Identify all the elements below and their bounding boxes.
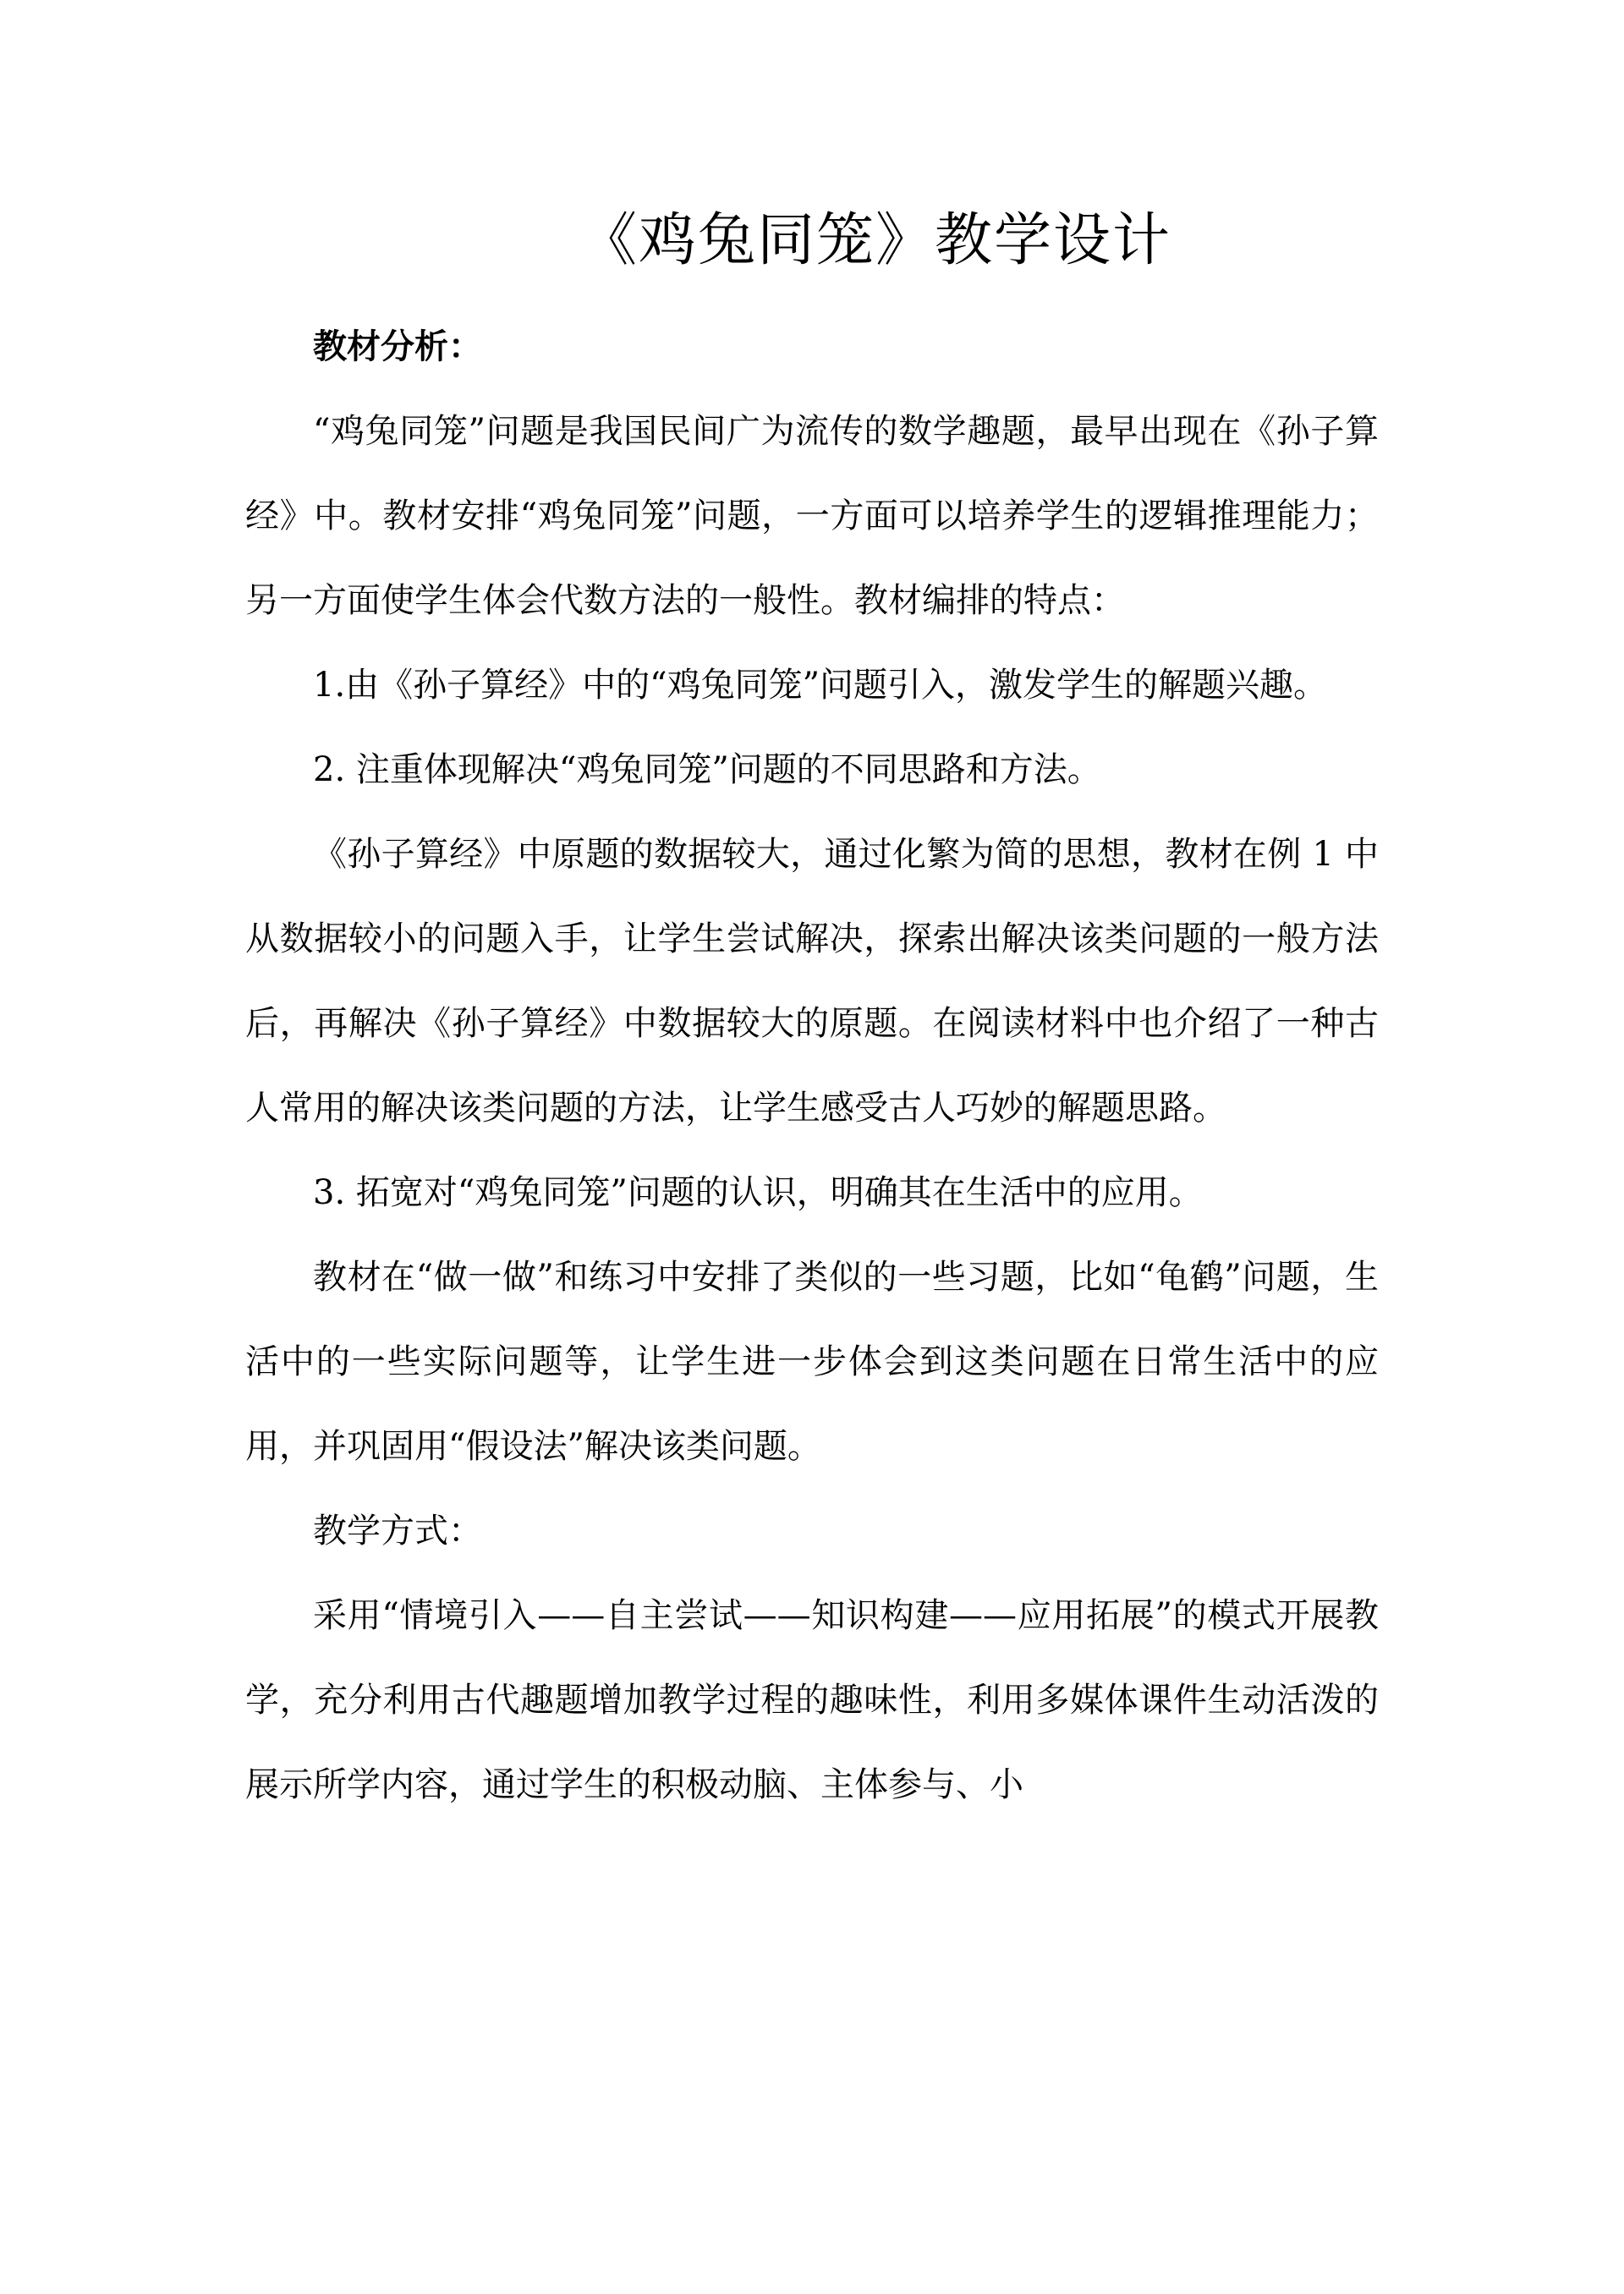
section-heading-textbook-analysis: 教材分析： xyxy=(313,327,482,366)
paragraph-original-problem: 《孙子算经》中原题的数据较大，通过化繁为简的思想，教材在例 1 中从数据较小的问题入手，让学生尝试解决，探索出解决该类问题的一般方法后，再解决《孙子算经》中数据较大的原题。在阅读材料中也介绍了一种古人常用的解决该类问题的方法，让学生感受古人巧妙的解题思路。 xyxy=(245,835,1379,1128)
list-item-2: 2. 注重体现解决“鸡兔同笼”问题的不同思路和方法。 xyxy=(313,750,1101,789)
paragraph-exercises: 教材在“做一做”和练习中安排了类似的一些习题，比如“龟鹤”问题，生活中的一些实际问题等，让学生进一步体会到这类问题在日常生活中的应用，并巩固用“假设法”解决该类问题。 xyxy=(245,1258,1379,1466)
paragraph-teaching-method: 采用“情境引入——自主尝试——知识构建——应用拓展”的模式开展教学，充分利用古代趣题增加教学过程的趣味性，利用多媒体课件生动活泼的展示所学内容，通过学生的积极动脑、主体参与、小 xyxy=(245,1596,1379,1804)
document-title: 《鸡兔同笼》教学设计 xyxy=(579,207,1171,274)
list-item-1: 1.由《孙子算经》中的“鸡兔同笼”问题引入，激发学生的解题兴趣。 xyxy=(313,666,1328,705)
section-heading-teaching-method: 教学方式： xyxy=(313,1512,482,1550)
paragraph-intro: “鸡兔同笼”问题是我国民间广为流传的数学趣题，最早出现在《孙子算经》中。教材安排“鸡兔同笼”问题，一方面可以培养学生的逻辑推理能力；另一方面使学生体会代数方法的一般性。教材编排的特点： xyxy=(245,412,1379,620)
document-body xyxy=(245,305,1379,1827)
list-item-3: 3. 拓宽对“鸡兔同笼”问题的认识，明确其在生活中的应用。 xyxy=(313,1173,1203,1212)
